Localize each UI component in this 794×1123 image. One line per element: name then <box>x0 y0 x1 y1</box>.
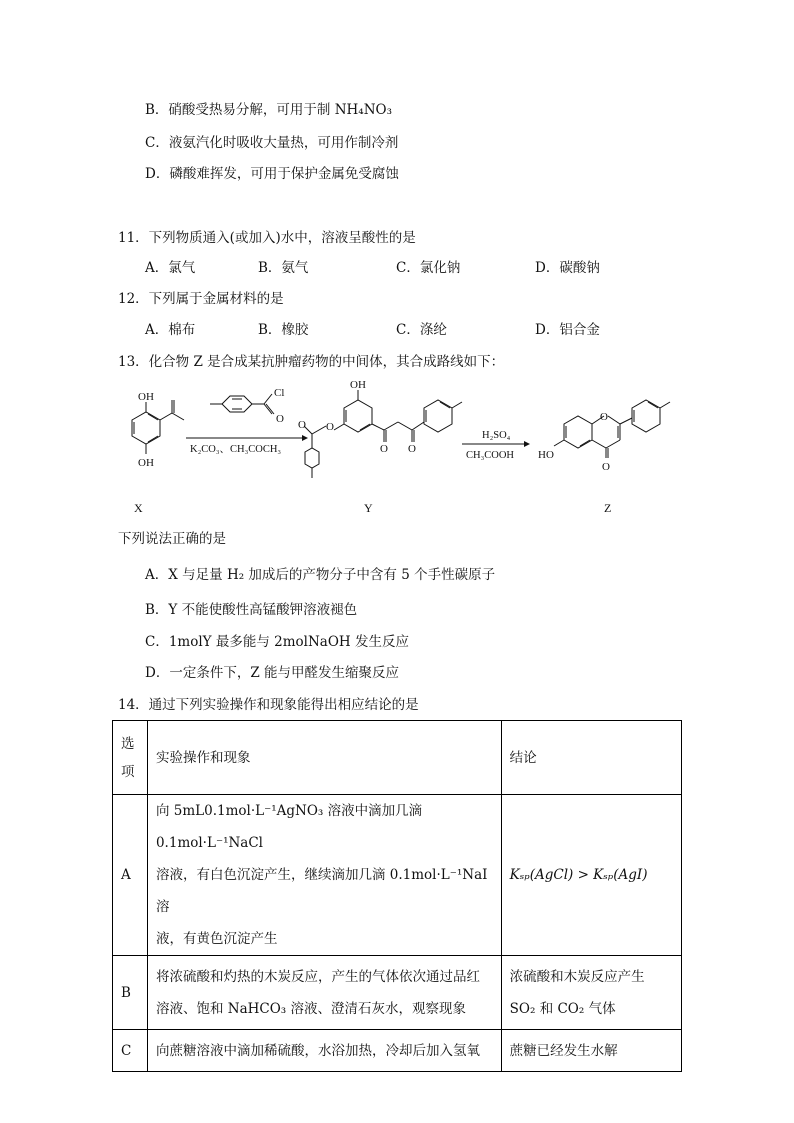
x-oh-bottom: OH <box>138 457 154 469</box>
row-conclusion <box>501 795 681 956</box>
header-option: 选 项 <box>113 721 148 795</box>
table-row <box>113 956 682 1030</box>
q14-stem: 14．通过下列实验操作和现象能得出相应结论的是 <box>118 697 419 713</box>
y-ketone-o2: O <box>408 443 416 455</box>
q12-option-d: D．铝合金 <box>535 322 600 338</box>
operation-line: 溶液，有白色沉淀产生，继续滴加几滴 0.1mol·L⁻¹NaI 溶 <box>155 867 488 915</box>
reagent1-cl: Cl <box>274 387 285 399</box>
operation-line: 向蔗糖溶液中滴加稀硫酸，水浴加热，冷却后加入氢氧 <box>155 1042 480 1059</box>
q12-option-c: C．涤纶 <box>396 322 447 338</box>
reagent2-top: H₂SO₄ <box>482 430 511 441</box>
conclusion-line: 浓硫酸和木炭反应产生 <box>509 968 645 985</box>
z-ho: HO <box>538 449 554 461</box>
label-z: Z <box>604 501 612 515</box>
q13-option-d: D．一定条件下，Z 能与甲醛发生缩聚反应 <box>145 665 399 681</box>
label-x: X <box>134 501 143 515</box>
conclusion-line: 蔗糖已经发生水解 <box>509 1042 618 1059</box>
row-option: C <box>113 1030 148 1072</box>
reagent1-conditions: K₂CO₃、CH₃COCH₃ <box>190 444 282 455</box>
synthesis-scheme <box>112 378 692 523</box>
operation-line: 将浓硫酸和灼热的木炭反应，产生的气体依次通过品红 <box>155 968 480 985</box>
q13-stem: 13．化合物 Z 是合成某抗肿瘤药物的中间体，其合成路线如下： <box>118 354 505 370</box>
header-operation: 实验操作和现象 <box>147 721 501 795</box>
q13-prompt: 下列说法正确的是 <box>118 531 226 547</box>
row-conclusion <box>501 1030 681 1072</box>
reagent-structure-1 <box>210 394 274 414</box>
row-operation <box>147 956 501 1030</box>
q11-option-d: D．碳酸钠 <box>535 260 600 276</box>
q12-option-b: B．橡胶 <box>258 322 309 338</box>
table-header-row <box>113 721 682 795</box>
compound-z-structure <box>554 400 670 458</box>
q12-stem: 12．下列属于金属材料的是 <box>118 291 284 307</box>
reagent2-bottom: CH₃COOH <box>466 450 514 461</box>
x-oh-top: OH <box>138 391 154 403</box>
table-row <box>113 795 682 956</box>
y-ketone-o1: O <box>380 443 388 455</box>
row-option: B <box>113 956 148 1030</box>
z-ring-o: O <box>600 411 608 423</box>
conclusion-line: SO₂ 和 CO₂ 气体 <box>509 1000 616 1017</box>
reagent1-o: O <box>276 413 284 425</box>
row-conclusion <box>501 956 681 1030</box>
operation-line: 向 5mL0.1mol·L⁻¹AgNO₃ 溶液中滴加几滴 0.1mol·L⁻¹NaCl <box>155 803 423 851</box>
compound-x-structure <box>132 400 184 454</box>
compound-y-structure <box>304 390 462 478</box>
row-option: A <box>113 795 148 956</box>
conclusion-line: Kₛₚ(AgCl) > Kₛₚ(AgI) <box>509 867 648 883</box>
operation-line: 溶液、饱和 NaHCO₃ 溶液、澄清石灰水，观察现象 <box>155 1000 466 1017</box>
q11-option-c: C．氯化钠 <box>396 260 461 276</box>
q13-option-c: C．1molY 最多能与 2molNaOH 发生反应 <box>145 634 409 650</box>
table-row <box>113 1030 682 1072</box>
z-carbonyl-o: O <box>602 461 610 473</box>
q13-option-b: B．Y 不能使酸性高锰酸钾溶液褪色 <box>145 602 358 618</box>
header-conclusion: 结论 <box>501 721 681 795</box>
q12-option-a: A．棉布 <box>145 322 196 338</box>
q11-stem: 11．下列物质通入(或加入)水中，溶液呈酸性的是 <box>118 230 416 246</box>
y-carbonyl-o: O <box>298 419 306 431</box>
y-oh: OH <box>350 379 366 391</box>
q10-option-c: C．液氨汽化时吸收大量热，可用作制冷剂 <box>145 135 399 151</box>
operation-line: 液，有黄色沉淀产生 <box>155 931 278 947</box>
q10-option-d: D．磷酸难挥发，可用于保护金属免受腐蚀 <box>145 166 399 182</box>
q13-option-a: A．X 与足量 H₂ 加成后的产物分子中含有 5 个手性碳原子 <box>145 567 496 583</box>
experiment-table <box>112 720 682 1072</box>
q10-option-b: B．硝酸受热易分解，可用于制 NH₄NO₃ <box>145 102 393 118</box>
y-ester-o: O <box>326 421 334 433</box>
row-operation <box>147 1030 501 1072</box>
q11-option-a: A．氯气 <box>145 260 196 276</box>
label-y: Y <box>364 501 373 515</box>
q11-option-b: B．氨气 <box>258 260 309 276</box>
row-operation <box>147 795 501 956</box>
